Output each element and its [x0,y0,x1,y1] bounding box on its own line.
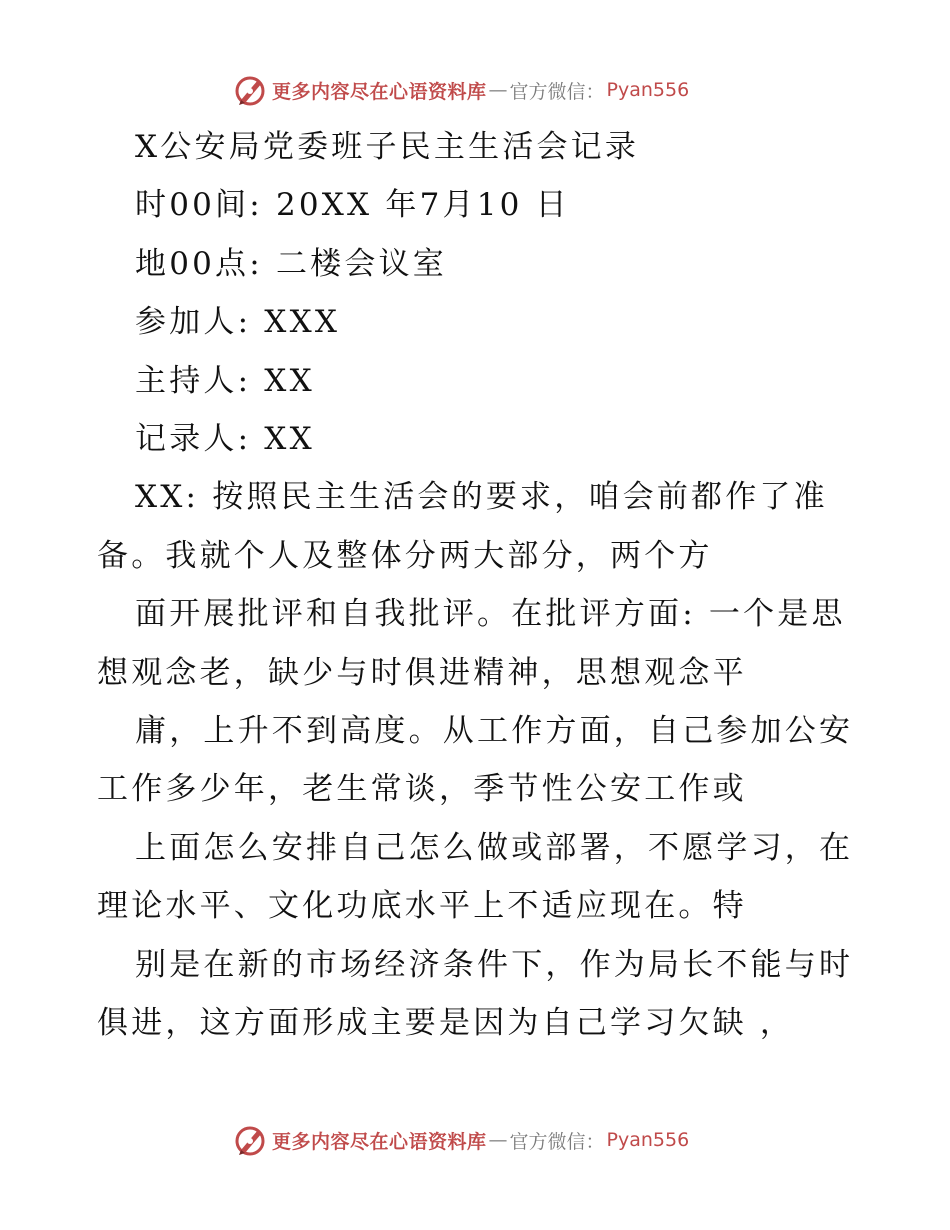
watermark-label: 官方微信： [509,80,605,103]
watermark-footer [232,1122,689,1158]
paragraph-line: XX: 按照民主生活会的要求，咱会前都作了准 [135,479,828,515]
watermark-id: Pyan556 [606,1129,690,1151]
meeting-attendees: 参加人: XXX [135,304,341,340]
paragraph-line: 俱进，这方面形成主要是因为自己学习欠缺 ， [97,1005,795,1041]
paragraph-line: 理论水平、文化功底水平上不适应现在。特 [97,888,747,924]
watermark-dash: — [488,79,508,101]
watermark-header [232,72,689,108]
watermark-label: 官方微信： [509,1130,605,1153]
watermark-dash: — [488,1129,508,1151]
watermark-title: 更多内容尽在心语资料库 [272,80,487,103]
pen-in-circle-icon [232,1122,268,1158]
meeting-recorder: 记录人: XX [135,421,315,457]
watermark-id: Pyan556 [606,79,690,101]
paragraph-line: 庸，上升不到高度。从工作方面，自己参加公安 [135,713,854,749]
pen-in-circle-icon [232,72,268,108]
paragraph-line: 备。我就个人及整体分两大部分，两个方 [97,538,713,574]
paragraph-line: 工作多少年，老生常谈，季节性公安工作或 [97,771,747,807]
document-title: X公安局党委班子民主生活会记录 [135,129,640,165]
meeting-time: 时00间: 20XX 年7月10 日 [135,187,570,223]
meeting-location: 地00点: 二楼会议室 [135,246,447,282]
paragraph-line: 面开展批评和自我批评。在批评方面: 一个是思 [135,596,846,632]
meeting-host: 主持人: XX [135,363,315,399]
paragraph-line: 上面怎么安排自己怎么做或部署，不愿学习，在 [135,830,854,866]
watermark-title: 更多内容尽在心语资料库 [272,1130,487,1153]
paragraph-line: 想观念老，缺少与时俱进精神，思想观念平 [97,655,747,691]
paragraph-line: 别是在新的市场经济条件下，作为局长不能与时 [135,947,854,983]
